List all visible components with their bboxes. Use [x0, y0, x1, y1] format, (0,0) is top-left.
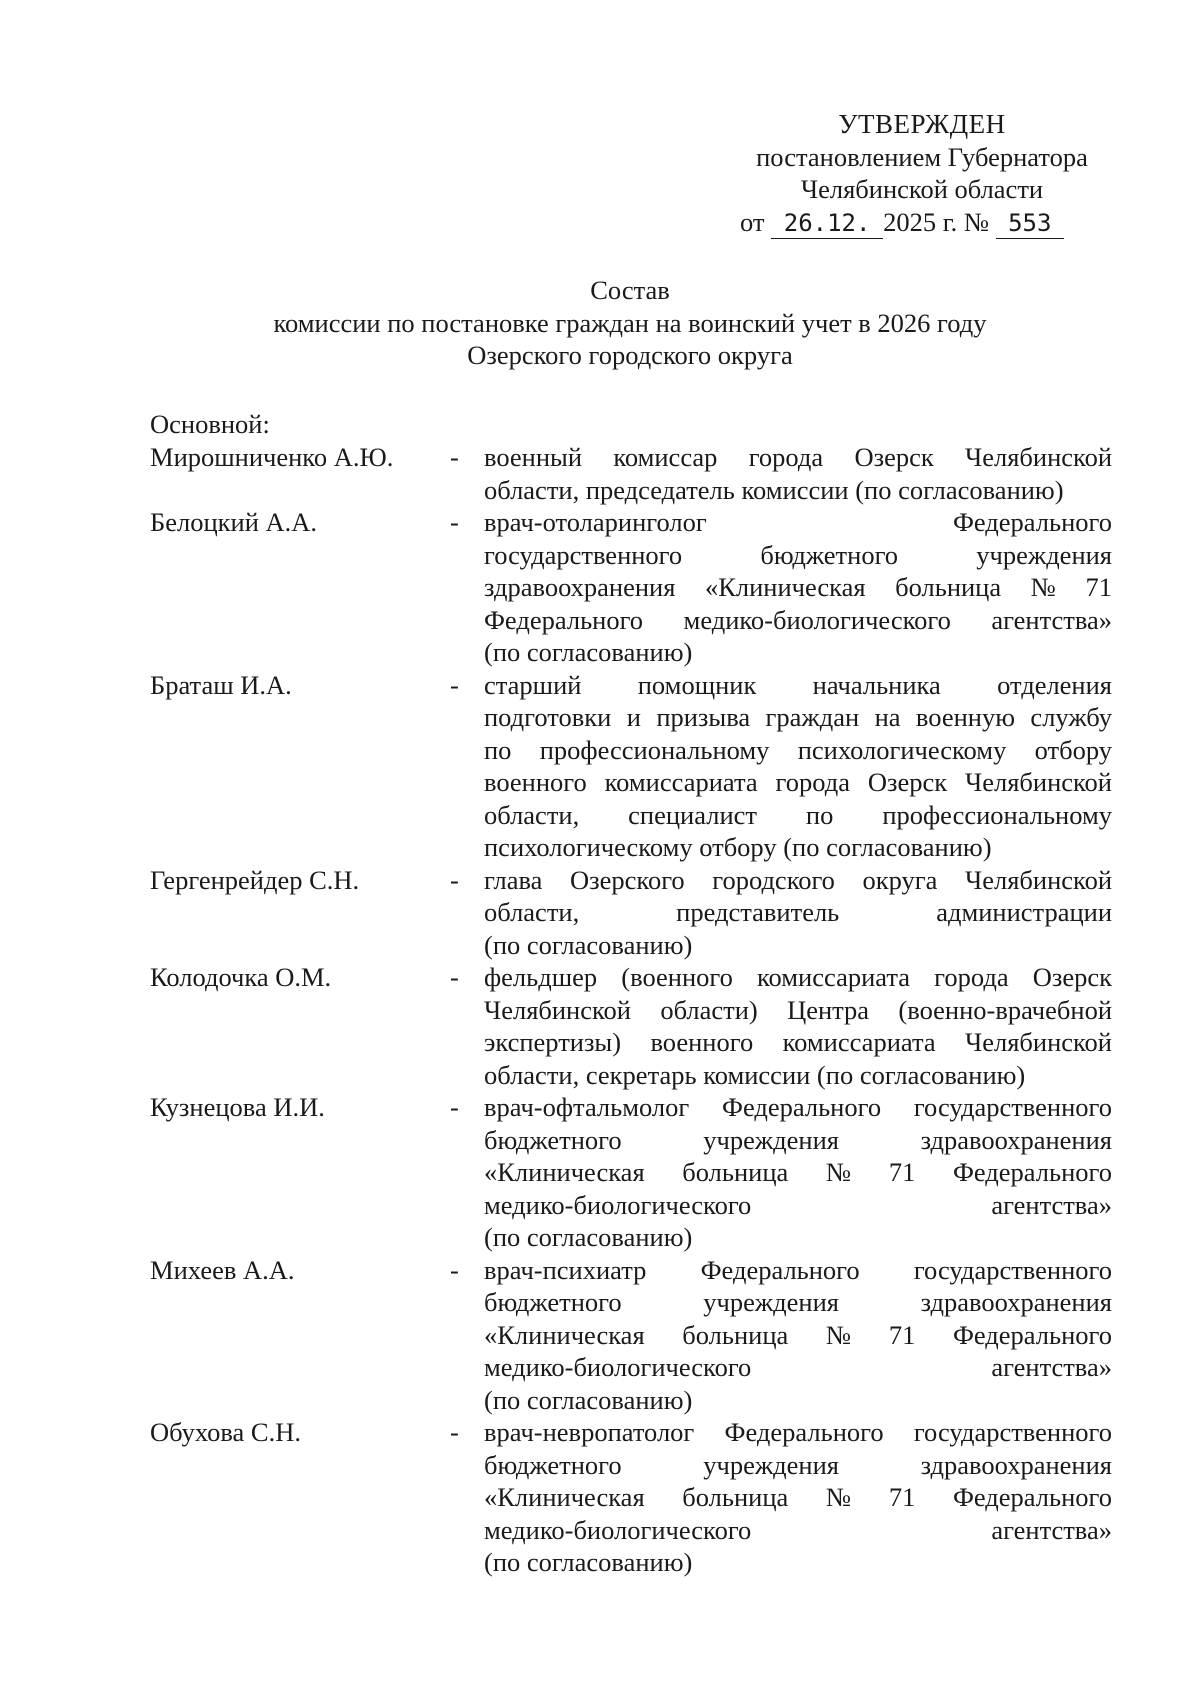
date-value: 26.12. — [771, 208, 883, 239]
member-name: Белоцкий А.А. — [150, 507, 318, 537]
member-dash: - — [450, 864, 459, 895]
member-row — [150, 669, 1112, 864]
decree-number: 553 — [996, 208, 1064, 239]
member-description-line: психологическому отбору (по согласованию) — [484, 832, 992, 862]
member-description-line: (по согласованию) — [484, 1547, 693, 1577]
date-year: 2025 г. № — [883, 206, 990, 237]
member-dash: - — [450, 1417, 459, 1447]
member-description — [484, 1254, 1112, 1417]
document-title — [150, 274, 1110, 372]
member-description-line: военного комиссариата города Озерск Челябинской — [484, 767, 1112, 797]
member-description-line: врач-психиатр Федерального государственного — [484, 1254, 1112, 1285]
member-description-line: «Клиническая больница № 71 Федерального — [484, 1482, 1112, 1512]
member-description-line: области, секретарь комиссии (по согласованию) — [484, 1059, 1026, 1090]
member-name: Браташ И.А. — [150, 669, 292, 700]
member-description-line: глава Озерского городского округа Челябинской — [484, 864, 1112, 895]
date-prefix: от — [740, 206, 765, 237]
member-dash: - — [450, 1092, 459, 1122]
member-row — [150, 864, 1112, 962]
member-description-line: врач-офтальмолог Федерального государственного — [484, 1092, 1112, 1122]
member-description-line: области, специалист по профессиональному — [484, 799, 1112, 830]
member-description-line: Челябинской области) Центра (военно-врачебной — [484, 994, 1112, 1025]
member-description — [484, 961, 1112, 1091]
member-description-line: (по согласованию) — [484, 929, 693, 960]
member-description-line: врач-отоларинголог Федерального — [484, 507, 1112, 537]
member-description-line: медико-биологического агентства» — [484, 1189, 1112, 1220]
member-description-line: медико-биологического агентства» — [484, 1514, 1112, 1545]
member-description-line: (по согласованию) — [484, 637, 693, 667]
member-name: Гергенрейдер С.Н. — [150, 864, 360, 895]
member-description-line: Федерального медико-биологического агентства» — [484, 604, 1112, 635]
member-description — [484, 506, 1112, 669]
member-description-line: (по согласованию) — [484, 1384, 693, 1415]
member-description — [484, 864, 1112, 962]
member-description-line: фельдшер (военного комиссариата города Озерск — [484, 962, 1112, 992]
member-description-line: медико-биологического агентства» — [484, 1352, 1112, 1382]
title-line-2: комиссии по постановке граждан на воинский учет в 2026 году — [273, 307, 987, 338]
member-description-line: военный комиссар города Озерск Челябинской — [484, 442, 1112, 472]
member-dash: - — [450, 1254, 459, 1285]
member-name: Михеев А.А. — [150, 1254, 295, 1285]
member-name: Мирошниченко А.Ю. — [150, 442, 394, 472]
member-description-line: бюджетного учреждения здравоохранения — [484, 1287, 1112, 1317]
title-line-3: Озерского городского округа — [467, 340, 793, 370]
member-row — [150, 961, 1112, 1091]
member-name: Колодочка О.М. — [150, 962, 332, 992]
member-description-line: экспертизы) военного комиссариата Челябинской — [484, 1027, 1112, 1057]
member-description — [484, 1091, 1112, 1254]
member-description-line: врач-невропатолог Федерального государственного — [484, 1417, 1112, 1447]
member-description-line: здравоохранения «Клиническая больница № 71 — [484, 572, 1112, 602]
member-description-line: области, представитель администрации — [484, 897, 1112, 927]
member-dash: - — [450, 962, 459, 992]
member-description-line: бюджетного учреждения здравоохранения — [484, 1124, 1112, 1155]
member-dash: - — [450, 442, 459, 472]
member-name: Обухова С.Н. — [150, 1417, 301, 1447]
member-description-line: «Клиническая больница № 71 Федерального — [484, 1157, 1112, 1187]
member-description-line: государственного бюджетного учреждения — [484, 539, 1112, 570]
member-row — [150, 1091, 1112, 1254]
member-description-line: старший помощник начальника отделения — [484, 669, 1112, 700]
title-line-1: Состав — [590, 275, 670, 305]
approval-line-1: постановлением Губернатора — [756, 141, 1088, 172]
member-description-line: подготовки и призыва граждан на военную службу — [484, 702, 1112, 732]
member-description-line: по профессиональному психологическому отбору — [484, 734, 1112, 765]
section-label: Основной: — [150, 409, 270, 439]
approval-block — [732, 108, 1112, 239]
member-row — [150, 1416, 1112, 1579]
member-description-line: бюджетного учреждения здравоохранения — [484, 1449, 1112, 1480]
member-row — [150, 506, 1112, 669]
member-row — [150, 1254, 1112, 1417]
approval-stamp: УТВЕРЖДЕН — [838, 109, 1006, 139]
approval-line-2: Челябинской области — [800, 174, 1044, 204]
members-list — [150, 441, 1112, 1579]
member-row — [150, 441, 1112, 506]
member-name: Кузнецова И.И. — [150, 1092, 325, 1122]
member-description-line: (по согласованию) — [484, 1222, 693, 1252]
member-description-line: «Клиническая больница № 71 Федерального — [484, 1319, 1112, 1350]
member-description — [484, 441, 1112, 506]
member-dash: - — [450, 669, 459, 700]
member-dash: - — [450, 507, 459, 537]
member-description — [484, 669, 1112, 864]
member-description-line: области, председатель комиссии (по согласованию) — [484, 474, 1064, 505]
member-description — [484, 1416, 1112, 1579]
approval-date-line — [732, 206, 1112, 239]
